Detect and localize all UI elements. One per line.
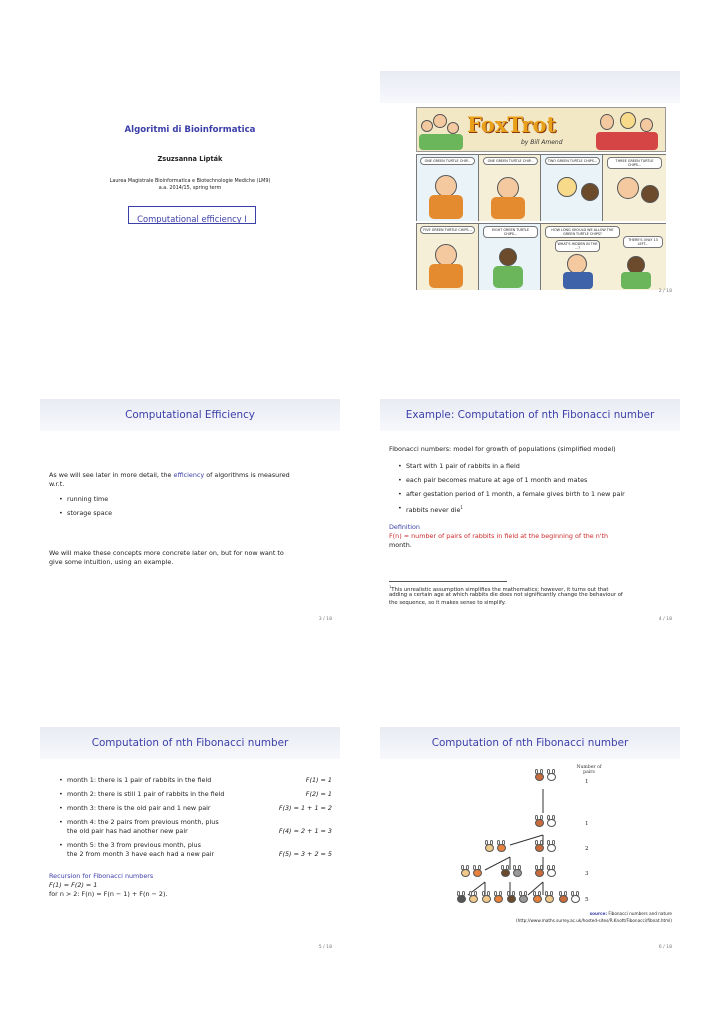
bullet-item: • running time: [67, 495, 108, 504]
month-row-1: • month 1: there is 1 pair of rabbits in the field: [67, 776, 211, 785]
outro-line-1: We will make these concepts more concrete later on, but for now want to: [49, 549, 284, 557]
bullet-item: • rabbits never die$^1$: [406, 504, 463, 515]
slide-title: Computational Efficiency: [125, 409, 255, 421]
slide-header: [380, 399, 680, 431]
slide-3: [40, 399, 340, 627]
slide-header: [40, 399, 340, 431]
page-number: 2 / 18: [658, 289, 672, 294]
speech-bubble: THERE'S ONLY 13 LEFT...: [623, 236, 663, 248]
source-credit: [590, 911, 672, 916]
footnote-rule: [389, 581, 507, 582]
intro-line-1: As we will see later in more detail, the efficiency of algorithms is measured: [49, 471, 290, 479]
source-text: Fibonacci numbers and nature: [608, 911, 672, 916]
speech-bubble: FIVE GREEN TURTLE CHIPS...: [420, 226, 475, 234]
month-row-4-cont: the old pair has had another new pair: [67, 827, 188, 835]
source-url: (http://www.maths.surrey.ac.uk/hosted-sites/R.Knott/Fibonacci/fibnat.html): [516, 918, 672, 923]
recursion-line-1: F(1) = F(2) = 1: [49, 881, 98, 889]
bullet-item: • after gestation period of 1 month, a female gives birth to 1 new pair: [406, 490, 625, 499]
character-group-right: [592, 110, 662, 150]
slide-header: [40, 727, 340, 759]
pair-count: 1: [585, 779, 589, 785]
month-row-5: • month 5: the 3 from previous month, plus: [67, 841, 201, 850]
bullet-item: • Start with 1 pair of rabbits in a field: [406, 462, 520, 471]
definition-label: Definition: [389, 523, 420, 531]
footnote-line-1: $^1$This unrealistic assumption simplifies the mathematics; however, it turns out that: [389, 585, 609, 593]
recursion-line-2: for n > 2: F(n) = F(n − 1) + F(n − 2).: [49, 890, 168, 898]
comic-strip-1: [416, 154, 666, 221]
slide-5: [40, 727, 340, 955]
academic-year: a.a. 2014/15, spring term: [158, 185, 222, 191]
intro-line-2: w.r.t.: [49, 480, 65, 488]
rabbit-pair-gen4: [460, 865, 570, 881]
equation-4: F(4) = 2 + 1 = 3: [278, 827, 332, 835]
pair-count: 2: [585, 846, 589, 852]
definition-line-1: F(n) = number of pairs of rabbits in field at the beginning of the n'th: [389, 532, 609, 540]
slide-header: [380, 71, 680, 103]
pair-count: 1: [585, 821, 589, 827]
slide-title: Example: Computation of nth Fibonacci number: [405, 409, 655, 421]
slide-6: [380, 727, 680, 955]
slide-4: [380, 399, 680, 627]
comic-strip-2: [416, 223, 666, 290]
month-row-4: • month 4: the 2 pairs from previous month, plus: [67, 818, 219, 827]
outro-line-2: give some intuition, using an example.: [49, 558, 174, 566]
pair-count: 5: [585, 897, 589, 903]
comic-byline: by Bill Amend: [521, 139, 563, 146]
month-row-5-cont: the 2 from month 3 have each had a new pair: [67, 850, 215, 858]
definition-line-2: month.: [389, 541, 412, 549]
slide-1: [40, 99, 340, 327]
number-of-pairs-header: Number of pairs: [576, 765, 602, 776]
rabbit-pair-gen5: [456, 891, 586, 907]
foxtrot-comic: [416, 107, 666, 291]
slide-title: Computation of nth Fibonacci number: [91, 737, 289, 749]
efficiency-term: efficiency: [173, 471, 205, 479]
lecture-title: Computational efficiency I: [137, 214, 247, 224]
slide-2: [380, 71, 680, 299]
footnote-mark: 1: [460, 505, 463, 510]
speech-bubble: ONE GREEN TURTLE CHIP...: [420, 157, 475, 165]
recursion-label: Recursion for Fibonacci numbers: [49, 872, 154, 880]
footnote-line-2: adding a certain age at which rabbits die does not significantly change the behaviour of: [389, 592, 623, 598]
rabbit-pair-gen3: [484, 840, 564, 856]
speech-bubble: THREE GREEN TURTLE CHIPS...: [607, 157, 662, 169]
bullet-item: • each pair becomes mature at age of 1 month and mates: [406, 476, 587, 485]
author: Zsuzsanna Lipták: [157, 155, 223, 163]
page-number: 5 / 18: [318, 945, 332, 950]
page-number: 6 / 18: [658, 945, 672, 950]
speech-bubble: HOW LONG SHOULD WE ALLOW THE GREEN TURTLE CHIPS?: [545, 226, 620, 238]
source-label: source:: [589, 911, 608, 916]
slide-title: Algoritmi di Bioinformatica: [124, 125, 256, 135]
page-number: 4 / 18: [658, 617, 672, 622]
equation-1: F(1) = 1: [305, 776, 332, 784]
pair-count: 3: [585, 871, 589, 877]
rabbit-pair-gen1: [534, 769, 558, 785]
intro-text: Fibonacci numbers: model for growth of populations (simplified model): [389, 445, 616, 453]
equation-3: F(3) = 1 + 1 = 2: [278, 804, 332, 812]
rabbit-pair-gen2: [534, 815, 558, 831]
course: Laurea Magistrale Bioinformatica e Biotechnologie Mediche (LM9): [109, 178, 271, 184]
equation-2: F(2) = 1: [305, 790, 332, 798]
lecture-box: [128, 206, 256, 224]
page-number: 3 / 18: [318, 617, 332, 622]
month-row-2: • month 2: there is still 1 pair of rabbits in the field: [67, 790, 224, 799]
character-group: [419, 112, 464, 150]
speech-bubble: ONE GREEN TURTLE CHIP...: [483, 157, 538, 165]
footnote-line-3: the sequence, so it makes sense to simplify.: [389, 600, 506, 606]
speech-bubble: WHAT'S HIDDEN IN THE ...?: [555, 240, 600, 252]
month-row-3: • month 3: there is the old pair and 1 new pair: [67, 804, 211, 813]
comic-title-panel: [416, 107, 666, 152]
equation-5: F(5) = 3 + 2 = 5: [278, 850, 332, 858]
slide-title: Computation of nth Fibonacci number: [431, 737, 629, 749]
bullet-item: • storage space: [67, 509, 112, 518]
foxtrot-logo: FoxTrot: [467, 112, 557, 137]
speech-bubble: EIGHT GREEN TURTLE CHIPS...: [483, 226, 538, 238]
speech-bubble: TWO GREEN TURTLE CHIPS...: [545, 157, 600, 165]
